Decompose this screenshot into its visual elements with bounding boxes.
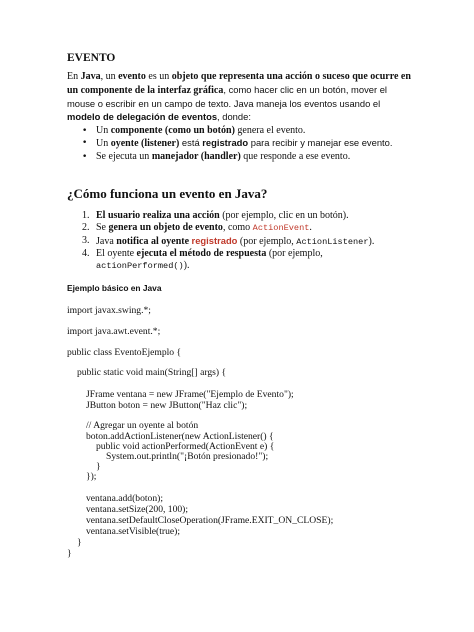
list-item	[67, 151, 412, 163]
code-line: import java.awt.event.*;	[67, 326, 161, 337]
step-bold: notifica al oyente	[116, 235, 190, 247]
list-item	[67, 125, 412, 137]
code-line: JFrame ventana = new JFrame("Ejemplo de Evento");	[86, 389, 294, 400]
step-number: 2.	[82, 222, 90, 234]
bullet-icon: •	[82, 126, 88, 136]
bullet-text: Un	[96, 125, 111, 136]
bullet-bold: manejador (handler)	[151, 150, 241, 162]
step-number: 3.	[82, 234, 90, 246]
intro-paragraph	[67, 71, 412, 125]
code-line: boton.addActionListener(new ActionListener() {	[86, 431, 274, 442]
list-item	[67, 137, 412, 150]
code-line: ventana.add(boton);	[86, 493, 163, 504]
step-code: actionPerformed()	[96, 261, 184, 272]
bullet-bold: oyente (listener)	[110, 138, 180, 150]
bullet-icon: •	[82, 138, 88, 149]
code-line: ventana.setVisible(true);	[86, 526, 180, 537]
bullet-bold: registrado	[202, 137, 249, 149]
step-bold: ejecuta el método de respuesta	[136, 247, 267, 259]
code-line: System.out.println("¡Botón presionado!");	[106, 451, 269, 462]
step-red-bold: registrado	[191, 234, 238, 246]
code-line: import javax.swing.*;	[67, 305, 151, 316]
page-title: EVENTO	[67, 52, 116, 64]
bullet-text: Se ejecuta un	[96, 150, 152, 162]
code-line: ventana.setSize(200, 100);	[86, 504, 189, 515]
step-bold: genera un objeto de evento	[108, 222, 223, 234]
step-text: El oyente	[96, 247, 137, 259]
step-code: ActionListener	[296, 236, 369, 247]
bullet-bold: componente (como un botón)	[110, 125, 235, 136]
intro-text: En	[67, 71, 81, 82]
code-line: public static void main(String[] args) {	[77, 367, 227, 378]
step-number: 1.	[82, 210, 90, 221]
step-text: ).	[368, 235, 375, 247]
section-title: ¿Cómo funciona un evento en Java?	[67, 186, 268, 201]
code-line: // Agregar un oyente al botón	[86, 420, 199, 431]
step-text: ).	[183, 260, 190, 272]
code-line: }	[67, 548, 72, 559]
intro-text: , un	[100, 71, 119, 82]
bullet-text: que responde a ese evento.	[240, 150, 351, 162]
bullet-text: Un	[96, 138, 111, 150]
list-item	[67, 248, 412, 273]
bullet-list	[67, 125, 412, 163]
step-text: .	[309, 222, 312, 234]
code-line: }	[96, 461, 101, 472]
step-number: 4.	[82, 247, 90, 259]
step-text: (por ejemplo,	[237, 235, 297, 247]
code-line: }	[77, 537, 82, 548]
code-line: ventana.setDefaultCloseOperation(JFrame.EXIT_ON_CLOSE);	[86, 515, 334, 526]
list-item	[67, 235, 412, 248]
step-text: Java	[96, 235, 117, 247]
bullet-text: está	[179, 137, 203, 149]
bullet-text: para recibir y manejar ese evento.	[248, 137, 393, 149]
code-line: public void actionPerformed(ActionEvent e) {	[96, 441, 275, 452]
bullet-icon: •	[82, 151, 88, 162]
step-text: (por ejemplo, clic en un botón).	[219, 210, 349, 221]
intro-bold: modelo de delegación de eventos	[67, 111, 218, 123]
list-item	[67, 222, 412, 234]
steps-list	[67, 210, 412, 272]
intro-text: , como hacer clic en un botón, mover el mouse o escribir en un campo de texto. Java maneja los eventos usando el	[67, 83, 387, 109]
step-text: , como	[222, 222, 253, 234]
intro-bold: objeto que representa una acción o suceso que ocurre en un componente de la interfaz gráfica	[67, 71, 411, 96]
intro-text: es un	[145, 71, 172, 82]
code-line: public class EventoEjemplo {	[67, 347, 182, 358]
step-bold: El usuario realiza una acción	[96, 210, 220, 221]
bullet-text: genera el evento.	[234, 125, 306, 136]
example-title: Ejemplo básico en Java	[67, 283, 162, 293]
step-text: (por ejemplo,	[266, 247, 323, 259]
code-line: });	[86, 471, 97, 482]
code-line: JButton boton = new JButton("Haz clic");	[86, 400, 248, 411]
step-code: ActionEvent	[252, 223, 310, 234]
intro-text: , donde:	[217, 111, 251, 123]
intro-bold: evento	[118, 71, 146, 82]
step-text: Se	[96, 222, 109, 234]
intro-bold: Java	[80, 71, 101, 82]
list-item	[67, 210, 412, 222]
